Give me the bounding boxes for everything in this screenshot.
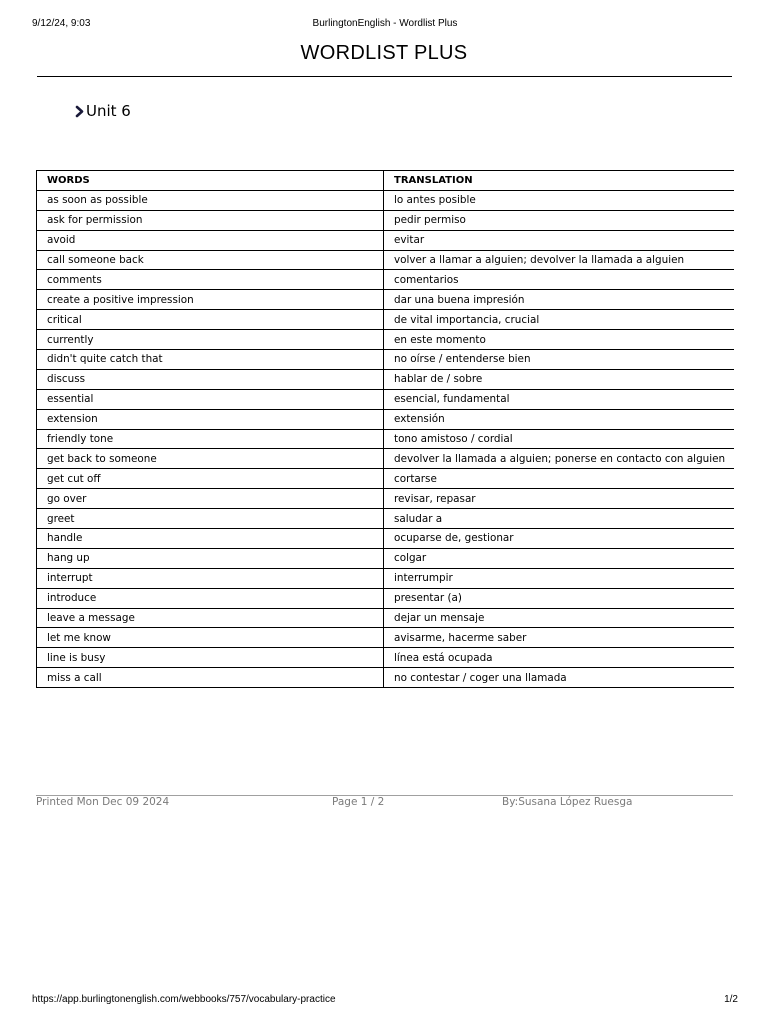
translation-cell: revisar, repasar: [384, 489, 734, 509]
table-row: [37, 469, 734, 489]
page-url: https://app.burlingtonenglish.com/webbooks/757/vocabulary-practice: [32, 994, 336, 1005]
table-row: [37, 290, 734, 310]
word-cell: greet: [37, 509, 384, 529]
translation-cell: comentarios: [384, 270, 734, 290]
author-credit: By:Susana López Ruesga: [502, 796, 633, 808]
title-divider: [37, 76, 732, 77]
print-page-title: BurlingtonEnglish - Wordlist Plus: [312, 18, 458, 29]
translation-cell: no contestar / coger una llamada: [384, 668, 734, 688]
print-datetime: 9/12/24, 9:03: [32, 18, 91, 29]
word-cell: discuss: [37, 369, 384, 389]
table-row: [37, 489, 734, 509]
page-footer: [36, 796, 733, 810]
table-row: [37, 668, 734, 688]
word-cell: comments: [37, 270, 384, 290]
translation-cell: pedir permiso: [384, 210, 734, 230]
table-row: [37, 250, 734, 270]
translation-cell: avisarme, hacerme saber: [384, 628, 734, 648]
word-cell: let me know: [37, 628, 384, 648]
word-cell: get cut off: [37, 469, 384, 489]
table-row: [37, 389, 734, 409]
translation-cell: dejar un mensaje: [384, 608, 734, 628]
word-cell: get back to someone: [37, 449, 384, 469]
word-cell: interrupt: [37, 568, 384, 588]
unit-label: Unit 6: [86, 102, 131, 120]
unit-heading[interactable]: [74, 102, 131, 120]
wordlist-body: [37, 190, 734, 687]
translation-cell: presentar (a): [384, 588, 734, 608]
translation-cell: no oírse / entenderse bien: [384, 350, 734, 370]
table-row: [37, 648, 734, 668]
translation-cell: interrumpir: [384, 568, 734, 588]
chevron-right-icon: [74, 102, 86, 120]
table-row: [37, 509, 734, 529]
word-cell: leave a message: [37, 608, 384, 628]
translation-cell: evitar: [384, 230, 734, 250]
table-row: [37, 270, 734, 290]
translation-cell: tono amistoso / cordial: [384, 429, 734, 449]
translation-cell: saludar a: [384, 509, 734, 529]
word-cell: currently: [37, 330, 384, 350]
translation-cell: dar una buena impresión: [384, 290, 734, 310]
wordlist-table: [36, 170, 734, 688]
word-cell: hang up: [37, 548, 384, 568]
table-row: [37, 628, 734, 648]
table-header-row: [37, 171, 734, 191]
translation-cell: esencial, fundamental: [384, 389, 734, 409]
page-indicator: Page 1 / 2: [332, 796, 385, 808]
table-row: [37, 529, 734, 549]
word-cell: create a positive impression: [37, 290, 384, 310]
word-cell: extension: [37, 409, 384, 429]
table-row: [37, 588, 734, 608]
translation-cell: de vital importancia, crucial: [384, 310, 734, 330]
translation-cell: lo antes posible: [384, 190, 734, 210]
table-row: [37, 409, 734, 429]
word-cell: call someone back: [37, 250, 384, 270]
table-row: [37, 429, 734, 449]
word-cell: go over: [37, 489, 384, 509]
table-row: [37, 608, 734, 628]
word-cell: ask for permission: [37, 210, 384, 230]
word-cell: handle: [37, 529, 384, 549]
translation-cell: hablar de / sobre: [384, 369, 734, 389]
word-cell: didn't quite catch that: [37, 350, 384, 370]
word-cell: essential: [37, 389, 384, 409]
print-page-number: 1/2: [724, 994, 738, 1005]
word-cell: introduce: [37, 588, 384, 608]
translation-cell: ocuparse de, gestionar: [384, 529, 734, 549]
table-row: [37, 330, 734, 350]
table-row: [37, 449, 734, 469]
translation-cell: volver a llamar a alguien; devolver la llamada a alguien: [384, 250, 734, 270]
word-cell: friendly tone: [37, 429, 384, 449]
translation-cell: cortarse: [384, 469, 734, 489]
table-row: [37, 350, 734, 370]
translation-cell: devolver la llamada a alguien; ponerse en contacto con alguien: [384, 449, 734, 469]
browser-print-footer: [32, 994, 738, 1008]
translation-cell: línea está ocupada: [384, 648, 734, 668]
table-row: [37, 230, 734, 250]
browser-print-header: [32, 18, 738, 32]
table-row: [37, 210, 734, 230]
column-header-words: WORDS: [37, 171, 384, 191]
page-title: WORDLIST PLUS: [300, 42, 468, 64]
table-row: [37, 568, 734, 588]
word-cell: as soon as possible: [37, 190, 384, 210]
column-header-translation: TRANSLATION: [384, 171, 734, 191]
translation-cell: en este momento: [384, 330, 734, 350]
word-cell: avoid: [37, 230, 384, 250]
table-row: [37, 369, 734, 389]
word-cell: miss a call: [37, 668, 384, 688]
table-row: [37, 310, 734, 330]
word-cell: line is busy: [37, 648, 384, 668]
word-cell: critical: [37, 310, 384, 330]
translation-cell: extensión: [384, 409, 734, 429]
table-row: [37, 548, 734, 568]
table-row: [37, 190, 734, 210]
translation-cell: colgar: [384, 548, 734, 568]
printed-date: Printed Mon Dec 09 2024: [36, 796, 170, 808]
